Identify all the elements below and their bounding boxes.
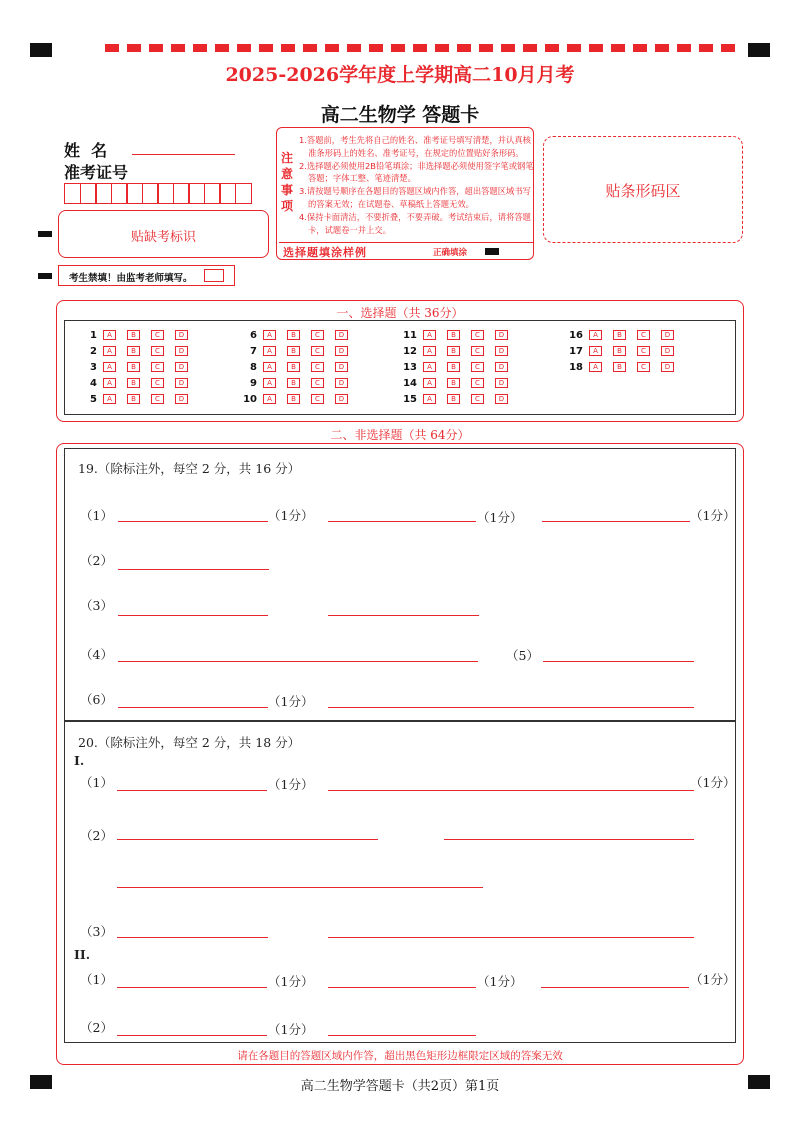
q20-II1c-points: （1分） — [690, 972, 736, 987]
q19-3b-answer[interactable] — [328, 615, 479, 616]
mc-option-bubble[interactable]: D — [335, 346, 348, 356]
q20-II2a-points: （1分） — [268, 1022, 314, 1037]
name-label: 姓 名 — [64, 141, 108, 160]
mc-option-bubble[interactable]: C — [311, 346, 324, 356]
side-mark-1 — [38, 231, 52, 237]
mc-option-bubble[interactable]: C — [471, 346, 484, 356]
mc-option-bubble[interactable]: B — [287, 362, 300, 372]
mc-option-bubble[interactable]: A — [103, 330, 116, 340]
q19-4-answer[interactable] — [118, 661, 478, 662]
mc-option-bubble[interactable]: B — [613, 362, 626, 372]
barcode-area — [543, 136, 743, 243]
q19-3a-answer[interactable] — [118, 615, 268, 616]
corner-mark-top-left — [30, 43, 52, 57]
q19-box — [64, 448, 736, 721]
mc-option-bubble[interactable]: C — [471, 330, 484, 340]
mc-option-bubble[interactable]: B — [127, 362, 140, 372]
mc-option-bubble[interactable]: B — [127, 378, 140, 388]
notice-item: 3.请按题号顺序在各题目的答题区域内作答，超出答题区域书写的答案无效；在试题卷、草稿纸上答题无效。 — [299, 186, 531, 209]
q20-II1-label: （1） — [80, 972, 113, 987]
mc-question — [235, 392, 359, 406]
mc-option-bubble[interactable]: A — [423, 378, 436, 388]
mc-question-number: 17 — [569, 345, 583, 357]
q19-1a-points: （1分） — [268, 508, 314, 523]
mc-option-bubble[interactable]: C — [151, 394, 164, 404]
mc-question-number: 5 — [90, 393, 97, 405]
mc-option-bubble[interactable]: B — [287, 394, 300, 404]
mc-question-number: 8 — [250, 361, 257, 373]
q20-II1a-points: （1分） — [268, 974, 314, 989]
q20-II2-label: （2） — [80, 1020, 113, 1035]
q19-6b-answer[interactable] — [328, 707, 694, 708]
q20-part2-label: II. — [74, 947, 91, 962]
mc-option-bubble[interactable]: D — [335, 394, 348, 404]
mc-question — [395, 376, 519, 390]
mc-question-number: 9 — [250, 377, 257, 389]
correct-fill-label: 正确填涂 — [433, 248, 468, 258]
mc-option-bubble[interactable]: D — [661, 346, 674, 356]
mc-option-bubble[interactable]: D — [495, 362, 508, 372]
mc-question-number: 18 — [569, 361, 583, 373]
missing-exam-label: 贴缺考标识 — [130, 230, 196, 245]
mc-option-bubble[interactable]: B — [613, 330, 626, 340]
mc-question — [235, 360, 359, 374]
q20-II2b-answer[interactable] — [328, 1035, 476, 1036]
mc-option-bubble[interactable]: A — [589, 362, 602, 372]
mc-option-bubble[interactable]: C — [151, 346, 164, 356]
bottom-warning: 请在各题目的答题区域内作答，超出黑色矩形边框限定区域的答案无效 — [237, 1050, 563, 1062]
top-dashed-bar — [105, 44, 738, 52]
mc-question-number: 14 — [403, 377, 417, 389]
mc-option-bubble[interactable]: A — [589, 346, 602, 356]
mc-option-bubble[interactable]: A — [263, 346, 276, 356]
mc-option-bubble[interactable]: A — [103, 362, 116, 372]
mc-option-bubble[interactable]: A — [263, 394, 276, 404]
mc-option-bubble[interactable]: D — [175, 362, 188, 372]
q19-p3-label: （3） — [80, 598, 113, 613]
mc-option-bubble[interactable]: B — [447, 330, 460, 340]
q19-p5-label: （5） — [506, 648, 539, 663]
mc-option-bubble[interactable]: C — [471, 378, 484, 388]
mc-question — [235, 328, 359, 342]
mc-option-bubble[interactable]: D — [175, 378, 188, 388]
mc-option-bubble[interactable]: B — [127, 346, 140, 356]
q19-title: 19.（除标注外，每空 2 分，共 16 分） — [78, 461, 301, 476]
q20-II1a-answer[interactable] — [117, 987, 267, 988]
q20-I2c-answer[interactable] — [117, 887, 483, 888]
q19-1a-answer[interactable] — [118, 521, 268, 522]
side-mark-2 — [38, 273, 52, 279]
mc-question-number: 11 — [403, 329, 417, 341]
q20-I2b-answer[interactable] — [444, 839, 694, 840]
exam-id-boxes[interactable] — [64, 183, 250, 204]
mc-question — [395, 392, 519, 406]
notice-side-label: 注意事项 — [280, 151, 293, 213]
mc-question — [561, 360, 685, 374]
mc-question — [75, 328, 199, 342]
mc-option-bubble[interactable]: A — [423, 394, 436, 404]
q19-2-answer[interactable] — [118, 569, 269, 570]
forbid-box — [58, 265, 235, 286]
q19-1b-answer[interactable] — [328, 521, 476, 522]
mc-option-bubble[interactable]: D — [175, 346, 188, 356]
sample-label: 选择题填涂样例 — [283, 246, 367, 259]
mc-option-bubble[interactable]: C — [311, 394, 324, 404]
mc-question — [561, 344, 685, 358]
q19-p1-label: （1） — [80, 508, 113, 523]
mc-question-number: 10 — [243, 393, 257, 405]
mc-option-bubble[interactable]: D — [661, 362, 674, 372]
corner-mark-top-right — [748, 43, 770, 57]
mc-option-bubble[interactable]: B — [287, 346, 300, 356]
correct-fill-mark — [485, 248, 499, 255]
mc-question — [75, 360, 199, 374]
mc-question-number: 7 — [250, 345, 257, 357]
page-footer: 高二生物学答题卡（共2页）第1页 — [300, 1079, 500, 1094]
mc-option-bubble[interactable]: A — [263, 330, 276, 340]
q20-I1a-answer[interactable] — [117, 790, 267, 791]
mc-option-bubble[interactable]: A — [103, 394, 116, 404]
q20-II1b-points: （1分） — [477, 974, 523, 989]
mc-option-bubble[interactable]: C — [637, 330, 650, 340]
missing-exam-box — [58, 210, 269, 258]
q20-I2a-answer[interactable] — [117, 839, 378, 840]
mc-question-number: 6 — [250, 329, 257, 341]
exam-title: 2025-2026学年度上学期高二10月月考 — [225, 64, 575, 86]
name-field[interactable] — [132, 154, 235, 155]
mc-option-bubble[interactable]: B — [447, 346, 460, 356]
mc-option-bubble[interactable]: D — [495, 330, 508, 340]
q19-p2-label: （2） — [80, 553, 113, 568]
q19-1c-answer[interactable] — [542, 521, 690, 522]
q20-I3a-answer[interactable] — [117, 937, 268, 938]
q20-I3-label: （3） — [80, 924, 113, 939]
mc-option-bubble[interactable]: D — [495, 378, 508, 388]
mc-answer-grid — [64, 320, 736, 415]
q19-6a-points: （1分） — [268, 694, 314, 709]
card-title: 高二生物学 答题卡 — [320, 104, 480, 126]
mc-option-bubble[interactable]: B — [287, 330, 300, 340]
q20-part1-label: I. — [74, 753, 85, 768]
q19-6a-answer[interactable] — [118, 707, 268, 708]
mc-option-bubble[interactable]: C — [311, 362, 324, 372]
mc-option-bubble[interactable]: A — [423, 330, 436, 340]
mc-option-bubble[interactable]: C — [311, 378, 324, 388]
q20-I1b-points: （1分） — [690, 775, 736, 790]
forbid-fill-box[interactable] — [204, 269, 224, 282]
q20-II2a-answer[interactable] — [117, 1035, 267, 1036]
q19-1b-points: （1分） — [477, 510, 523, 525]
mc-option-bubble[interactable]: C — [311, 330, 324, 340]
mc-option-bubble[interactable]: C — [151, 378, 164, 388]
mc-option-bubble[interactable]: D — [335, 362, 348, 372]
mc-question — [75, 344, 199, 358]
mc-option-bubble[interactable]: B — [127, 330, 140, 340]
mc-option-bubble[interactable]: D — [335, 378, 348, 388]
mc-question-number: 4 — [90, 377, 97, 389]
mc-question — [395, 360, 519, 374]
mc-option-bubble[interactable]: C — [637, 362, 650, 372]
mc-option-bubble[interactable]: C — [637, 346, 650, 356]
mc-option-bubble[interactable]: B — [287, 378, 300, 388]
mc-option-bubble[interactable]: A — [423, 346, 436, 356]
mc-question-number: 3 — [90, 361, 97, 373]
mc-question — [235, 344, 359, 358]
mc-question — [395, 328, 519, 342]
mc-option-bubble[interactable]: B — [447, 362, 460, 372]
mc-option-bubble[interactable]: C — [471, 362, 484, 372]
mc-option-bubble[interactable]: A — [423, 362, 436, 372]
barcode-label: 贴条形码区 — [605, 182, 681, 200]
q19-5-answer[interactable] — [543, 661, 694, 662]
notice-list — [299, 134, 535, 236]
q20-II1b-answer[interactable] — [328, 987, 476, 988]
mc-question-number: 15 — [403, 393, 417, 405]
mc-option-bubble[interactable]: C — [471, 394, 484, 404]
mc-question-number: 16 — [569, 329, 583, 341]
mc-question — [75, 376, 199, 390]
mc-option-bubble[interactable]: C — [151, 362, 164, 372]
q20-I1-label: （1） — [80, 775, 113, 790]
mc-option-bubble[interactable]: B — [613, 346, 626, 356]
mc-question-number: 2 — [90, 345, 97, 357]
mc-option-bubble[interactable]: A — [103, 346, 116, 356]
mc-option-bubble[interactable]: B — [127, 394, 140, 404]
notice-item: 4.保持卡面清洁，不要折叠，不要弄破。考试结束后，请将答题卡，试题卷一并上交。 — [299, 211, 531, 235]
mc-option-bubble[interactable]: D — [495, 394, 508, 404]
mc-option-bubble[interactable]: B — [447, 378, 460, 388]
q20-box — [64, 721, 736, 1043]
q20-title: 20.（除标注外，每空 2 分，共 18 分） — [78, 735, 301, 750]
mc-option-bubble[interactable]: D — [335, 330, 348, 340]
q19-p4-label: （4） — [80, 647, 113, 662]
section2-title: 二、非选择题（共 64分） — [330, 428, 470, 442]
mc-option-bubble[interactable]: C — [151, 330, 164, 340]
forbid-text: 考生禁填！由监考老师填写。 — [69, 273, 193, 284]
mc-option-bubble[interactable]: B — [447, 394, 460, 404]
q20-I2-label: （2） — [80, 828, 113, 843]
mc-question-number: 13 — [403, 361, 417, 373]
mc-option-bubble[interactable]: A — [263, 362, 276, 372]
mc-option-bubble[interactable]: A — [263, 378, 276, 388]
q20-I1a-points: （1分） — [268, 777, 314, 792]
q19-p6-label: （6） — [80, 692, 113, 707]
section1-title: 一、选择题（共 36分） — [336, 306, 464, 320]
mc-option-bubble[interactable]: A — [589, 330, 602, 340]
notice-item: 2.选择题必须使用2B铅笔填涂；非选择题必须使用签字笔或钢笔答题；字体工整、笔迹清楚。 — [299, 160, 534, 184]
fill-sample — [279, 242, 534, 258]
notice-item: 1.答题前，考生先将自己的姓名、准考证号填写清楚，并认真核准条形码上的姓名、准考证号，在规定的位置贴好条形码。 — [299, 135, 531, 158]
q20-II1c-answer[interactable] — [541, 987, 689, 988]
q20-I1b-answer[interactable] — [328, 790, 694, 791]
mc-question — [235, 376, 359, 390]
q19-1c-points: （1分） — [690, 508, 736, 523]
mc-question — [395, 344, 519, 358]
mc-question — [75, 392, 199, 406]
id-label: 准考证号 — [64, 163, 129, 182]
mc-question-number: 1 — [90, 329, 97, 341]
mc-option-bubble[interactable]: D — [175, 330, 188, 340]
q20-I3b-answer[interactable] — [328, 937, 694, 938]
mc-option-bubble[interactable]: D — [661, 330, 674, 340]
mc-question — [561, 328, 685, 342]
mc-question-number: 12 — [403, 345, 417, 357]
mc-option-bubble[interactable]: D — [495, 346, 508, 356]
mc-option-bubble[interactable]: A — [103, 378, 116, 388]
mc-option-bubble[interactable]: D — [175, 394, 188, 404]
